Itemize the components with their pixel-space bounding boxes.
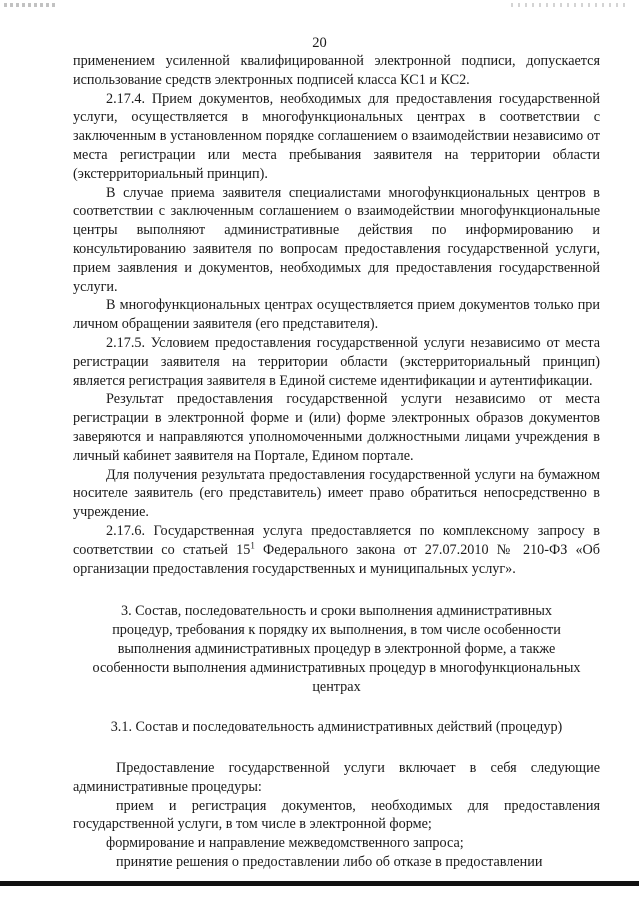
paragraph: Для получения результата предоставления государственной услуги на бумажном носителе заявитель (его представитель) имеет право обратиться непосредственно в учреждение.: [73, 466, 600, 521]
paragraph: Предоставление государственной услуги включает в себя следующие административные процедуры:: [73, 760, 600, 795]
list-item: формирование и направление межведомственного запроса;: [106, 835, 464, 852]
paragraph-2-17-6-text-b: Федерального закона от 27.07.2010 № 210-ФЗ «Об организации предоставления государственных и муниципальных услуг».: [73, 541, 601, 577]
paragraph: применением усиленной квалифицированной электронной подписи, допускается использование средств электронных подписей класса КС1 и КС2.: [73, 53, 600, 88]
list-item: прием и регистрация документов, необходимых для предоставления государственной услуги, в том числе в электронной форме;: [73, 797, 600, 833]
paragraph-2-17-5: 2.17.5. Условием предоставления государственной услуги независимо от места регистрации заявителя на территории области (экстерриториальный принцип) является регистрация заявителя в Единой системе идентификации и аутентификации.: [73, 334, 600, 389]
scan-artifact-left: [4, 3, 56, 7]
paragraph: Результат предоставления государственной услуги независимо от места регистрации в электронной форме и (или) форме электронных образов документов заверяются и направляются уполномоченными должностными лицами учреждения в личный кабинет заявителя на Портале, Едином портале.: [73, 391, 600, 464]
subsection-heading: 3.1. Состав и последовательность административных действий (процедур): [110, 719, 563, 736]
paragraph-2-17-6-text-a: 2.17.6. Государственная услуга предоставляется по комплексному запросу в соответствии со статьей 15: [73, 522, 600, 558]
section-heading: 3. Состав, последовательность и сроки выполнения административных процедур, требования к порядку их выполнения, в том числе особенности выполнения административных процедур в электронной форме, а также особенности выполнения административных процедур в многофункциональных центрах: [92, 603, 581, 695]
paragraph: В многофункциональных центрах осуществляется прием документов только при личном обращении заявителя (его представителя).: [73, 297, 600, 333]
paragraph-2-17-6: [73, 522, 600, 578]
scan-artifact-right: [511, 3, 629, 7]
scan-bottom-edge: [0, 881, 639, 886]
paragraph: В случае приема заявителя специалистами многофункциональных центров в соответствии с заключенным соглашением о взаимодействии многофункциональные центры выполняют административные действия по информированию и консультированию заявителя по вопросам предоставления государственной услуги, прием заявления и документов, необходимых для предоставления государственной услуги.: [73, 184, 600, 295]
superscript: 1: [250, 539, 255, 550]
page-number: 20: [312, 35, 327, 51]
paragraph-2-17-4: 2.17.4. Прием документов, необходимых для предоставления государственной услуги, осуществляется в многофункциональных центрах в соответствии с заключенным в установленном порядке соглашением о взаимодействии независимо от места регистрации или места пребывания заявителя на территории области (экстерриториальный принцип).: [73, 90, 600, 182]
list-item: принятие решения о предоставлении либо об отказе в предоставлении: [116, 854, 543, 871]
document-body: [73, 52, 600, 872]
